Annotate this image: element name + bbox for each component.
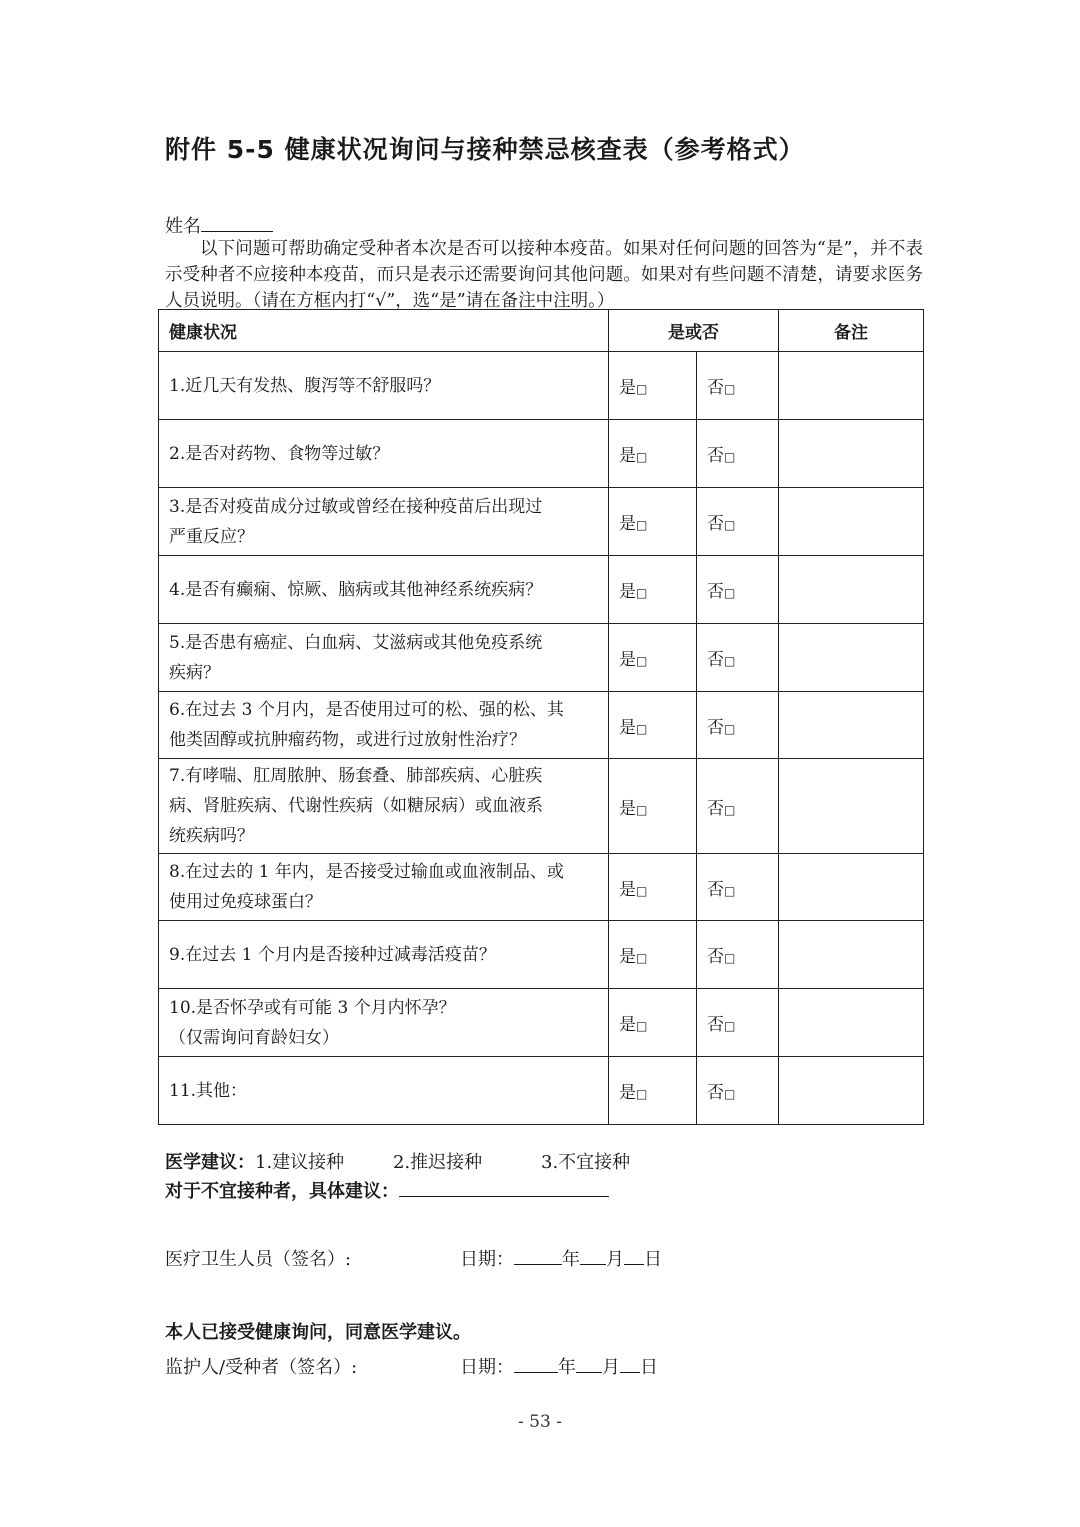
date-label: 日期： bbox=[460, 1357, 514, 1378]
specific-advice bbox=[165, 1177, 609, 1203]
guardian-signature bbox=[165, 1353, 658, 1379]
day-blank[interactable] bbox=[624, 1245, 644, 1265]
medical-advice bbox=[165, 1148, 630, 1174]
medical-staff-signature bbox=[165, 1245, 662, 1271]
yes-label: 是 bbox=[619, 378, 636, 398]
question-cell bbox=[159, 989, 609, 1057]
question-text: 7.有哮喘、肛周脓肿、肠套叠、肺部疾病、心脏疾 bbox=[169, 766, 543, 786]
note-cell[interactable] bbox=[779, 692, 924, 759]
no-checkbox[interactable]: □ bbox=[724, 450, 736, 464]
no-label: 否 bbox=[707, 717, 724, 738]
no-label: 否 bbox=[707, 378, 724, 398]
no-checkbox[interactable]: □ bbox=[724, 802, 736, 817]
no-checkbox[interactable]: □ bbox=[724, 1019, 736, 1033]
advice-option-not-suitable[interactable]: 3.不宜接种 bbox=[541, 1152, 631, 1173]
note-cell[interactable] bbox=[779, 759, 924, 854]
day-label: 日 bbox=[640, 1357, 658, 1378]
no-option-cell bbox=[697, 420, 779, 488]
advice-option-postpone[interactable]: 2.推迟接种 bbox=[393, 1152, 483, 1173]
question-text: 使用过免疫球蛋白？ bbox=[169, 892, 322, 912]
question-cell bbox=[159, 854, 609, 921]
yes-option-cell bbox=[609, 921, 697, 989]
question-cell bbox=[159, 556, 609, 624]
table-row bbox=[159, 420, 924, 488]
yes-checkbox[interactable]: □ bbox=[636, 586, 648, 600]
question-cell bbox=[159, 759, 609, 854]
no-label: 否 bbox=[707, 879, 724, 900]
month-blank[interactable] bbox=[580, 1245, 606, 1265]
health-check-table bbox=[158, 309, 924, 1125]
yes-checkbox[interactable]: □ bbox=[636, 883, 648, 898]
yes-checkbox[interactable]: □ bbox=[636, 1019, 648, 1033]
yes-checkbox[interactable]: □ bbox=[636, 721, 648, 736]
question-text: 1.近几天有发热、腹泻等不舒服吗？ bbox=[169, 375, 441, 396]
month-blank[interactable] bbox=[576, 1353, 602, 1373]
month-label: 月 bbox=[602, 1357, 620, 1378]
question-text: 6.在过去 3 个月内，是否使用过可的松、强的松、其 bbox=[169, 700, 564, 720]
no-label: 否 bbox=[707, 582, 724, 602]
table-row bbox=[159, 854, 924, 921]
no-option-cell bbox=[697, 989, 779, 1057]
no-option-cell bbox=[697, 1057, 779, 1125]
question-text: 严重反应？ bbox=[169, 526, 254, 547]
note-cell[interactable] bbox=[779, 1057, 924, 1125]
yes-label: 是 bbox=[619, 650, 636, 670]
table-row bbox=[159, 759, 924, 854]
no-option-cell bbox=[697, 854, 779, 921]
question-cell bbox=[159, 921, 609, 989]
year-label: 年 bbox=[558, 1357, 576, 1378]
question-text: 病、肾脏疾病、代谢性疾病（如糖尿病）或血液系 bbox=[169, 796, 543, 816]
note-cell[interactable] bbox=[779, 624, 924, 692]
yes-option-cell bbox=[609, 624, 697, 692]
year-label: 年 bbox=[562, 1249, 580, 1270]
yes-label: 是 bbox=[619, 879, 636, 900]
note-cell[interactable] bbox=[779, 488, 924, 556]
yes-checkbox[interactable]: □ bbox=[636, 951, 648, 965]
note-cell[interactable] bbox=[779, 854, 924, 921]
question-text: 2.是否对药物、食物等过敏？ bbox=[169, 443, 390, 464]
no-option-cell bbox=[697, 624, 779, 692]
yes-option-cell bbox=[609, 556, 697, 624]
yes-checkbox[interactable]: □ bbox=[636, 518, 648, 532]
yes-label: 是 bbox=[619, 798, 636, 819]
question-text: 8.在过去的 1 年内，是否接受过输血或血液制品、或 bbox=[169, 862, 564, 882]
header-health-status: 健康状况 bbox=[159, 310, 609, 352]
no-label: 否 bbox=[707, 514, 724, 534]
note-cell[interactable] bbox=[779, 352, 924, 420]
yes-label: 是 bbox=[619, 1015, 636, 1035]
yes-checkbox[interactable]: □ bbox=[636, 450, 648, 464]
question-text: 5.是否患有癌症、白血病、艾滋病或其他免疫系统 bbox=[169, 632, 543, 653]
month-label: 月 bbox=[606, 1249, 624, 1270]
question-text: 他类固醇或抗肿瘤药物，或进行过放射性治疗？ bbox=[169, 730, 526, 750]
no-option-cell bbox=[697, 759, 779, 854]
yes-checkbox[interactable]: □ bbox=[636, 382, 648, 396]
intro-paragraph: 以下问题可帮助确定受种者本次是否可以接种本疫苗。如果对任何问题的回答为“是”，并不表示受种者不应接种本疫苗，而只是表示还需要询问其他问题。如果对有些问题不清楚，请要求医务人员说明。（请在方框内打“√”，选“是”请在备注中注明。） bbox=[165, 239, 923, 311]
day-blank[interactable] bbox=[620, 1353, 640, 1373]
question-cell bbox=[159, 488, 609, 556]
year-blank[interactable] bbox=[514, 1245, 562, 1265]
no-option-cell bbox=[697, 556, 779, 624]
name-blank[interactable] bbox=[201, 212, 273, 232]
table-row bbox=[159, 352, 924, 420]
header-yes-no: 是或否 bbox=[609, 310, 779, 352]
yes-label: 是 bbox=[619, 514, 636, 534]
no-checkbox[interactable]: □ bbox=[724, 586, 736, 600]
yes-label: 是 bbox=[619, 1083, 636, 1103]
advice-option-recommend[interactable]: 1.建议接种 bbox=[255, 1152, 345, 1173]
table-row bbox=[159, 624, 924, 692]
yes-option-cell bbox=[609, 1057, 697, 1125]
specific-advice-label: 对于不宜接种者，具体建议： bbox=[165, 1181, 399, 1202]
note-cell[interactable] bbox=[779, 921, 924, 989]
yes-option-cell bbox=[609, 759, 697, 854]
table-row bbox=[159, 921, 924, 989]
yes-label: 是 bbox=[619, 947, 636, 967]
medical-staff-signature-label: 医疗卫生人员（签名）: bbox=[165, 1249, 352, 1270]
consent-statement: 本人已接受健康询问，同意医学建议。 bbox=[165, 1322, 471, 1343]
no-checkbox[interactable]: □ bbox=[724, 1087, 736, 1101]
yes-option-cell bbox=[609, 854, 697, 921]
name-label: 姓名 bbox=[165, 216, 201, 237]
question-cell bbox=[159, 352, 609, 420]
yes-option-cell bbox=[609, 420, 697, 488]
guardian-date bbox=[460, 1353, 658, 1379]
day-label: 日 bbox=[644, 1249, 662, 1270]
table-row bbox=[159, 1057, 924, 1125]
question-cell bbox=[159, 1057, 609, 1125]
page-number: - 53 - bbox=[518, 1412, 562, 1432]
no-label: 否 bbox=[707, 650, 724, 670]
question-text: 疾病？ bbox=[169, 662, 220, 683]
yes-option-cell bbox=[609, 352, 697, 420]
table-header-row bbox=[159, 310, 924, 352]
yes-option-cell bbox=[609, 488, 697, 556]
table-row bbox=[159, 488, 924, 556]
yes-label: 是 bbox=[619, 446, 636, 466]
guardian-signature-label: 监护人/受种者（签名）: bbox=[165, 1357, 358, 1378]
question-text: 3.是否对疫苗成分过敏或曾经在接种疫苗后出现过 bbox=[169, 496, 543, 517]
question-text: 9.在过去 1 个月内是否接种过减毒活疫苗？ bbox=[169, 944, 496, 965]
question-text: 10.是否怀孕或有可能 3 个月内怀孕？ bbox=[169, 997, 456, 1018]
yes-option-cell bbox=[609, 692, 697, 759]
table-row bbox=[159, 989, 924, 1057]
no-checkbox[interactable]: □ bbox=[724, 518, 736, 532]
name-field bbox=[165, 212, 273, 238]
no-checkbox[interactable]: □ bbox=[724, 721, 736, 736]
no-label: 否 bbox=[707, 1015, 724, 1035]
no-option-cell bbox=[697, 488, 779, 556]
no-checkbox[interactable]: □ bbox=[724, 883, 736, 898]
year-blank[interactable] bbox=[514, 1353, 558, 1373]
date-label: 日期： bbox=[460, 1249, 514, 1270]
no-label: 否 bbox=[707, 1083, 724, 1103]
note-cell[interactable] bbox=[779, 989, 924, 1057]
yes-checkbox[interactable]: □ bbox=[636, 654, 648, 668]
no-option-cell bbox=[697, 352, 779, 420]
no-label: 否 bbox=[707, 947, 724, 967]
no-checkbox[interactable]: □ bbox=[724, 654, 736, 668]
no-option-cell bbox=[697, 921, 779, 989]
yes-option-cell bbox=[609, 989, 697, 1057]
question-text: 统疾病吗？ bbox=[169, 826, 254, 846]
question-text: 11.其他： bbox=[169, 1080, 248, 1101]
no-checkbox[interactable]: □ bbox=[724, 951, 736, 965]
header-note: 备注 bbox=[779, 310, 924, 352]
document-title: 附件 5-5 健康状况询问与接种禁忌核查表（参考格式） bbox=[165, 135, 805, 164]
no-label: 否 bbox=[707, 446, 724, 466]
yes-checkbox[interactable]: □ bbox=[636, 1087, 648, 1101]
note-cell[interactable] bbox=[779, 420, 924, 488]
yes-label: 是 bbox=[619, 717, 636, 738]
specific-advice-blank[interactable] bbox=[399, 1177, 609, 1197]
question-cell bbox=[159, 692, 609, 759]
question-cell bbox=[159, 420, 609, 488]
question-text: （仅需询问育龄妇女） bbox=[169, 1027, 339, 1048]
no-label: 否 bbox=[707, 798, 724, 819]
table-row bbox=[159, 556, 924, 624]
no-option-cell bbox=[697, 692, 779, 759]
no-checkbox[interactable]: □ bbox=[724, 382, 736, 396]
question-text: 4.是否有癫痫、惊厥、脑病或其他神经系统疾病？ bbox=[169, 579, 543, 600]
advice-label: 医学建议： bbox=[165, 1152, 255, 1173]
yes-checkbox[interactable]: □ bbox=[636, 802, 648, 817]
medical-staff-date bbox=[460, 1245, 662, 1271]
yes-label: 是 bbox=[619, 582, 636, 602]
table-row bbox=[159, 692, 924, 759]
question-cell bbox=[159, 624, 609, 692]
note-cell[interactable] bbox=[779, 556, 924, 624]
